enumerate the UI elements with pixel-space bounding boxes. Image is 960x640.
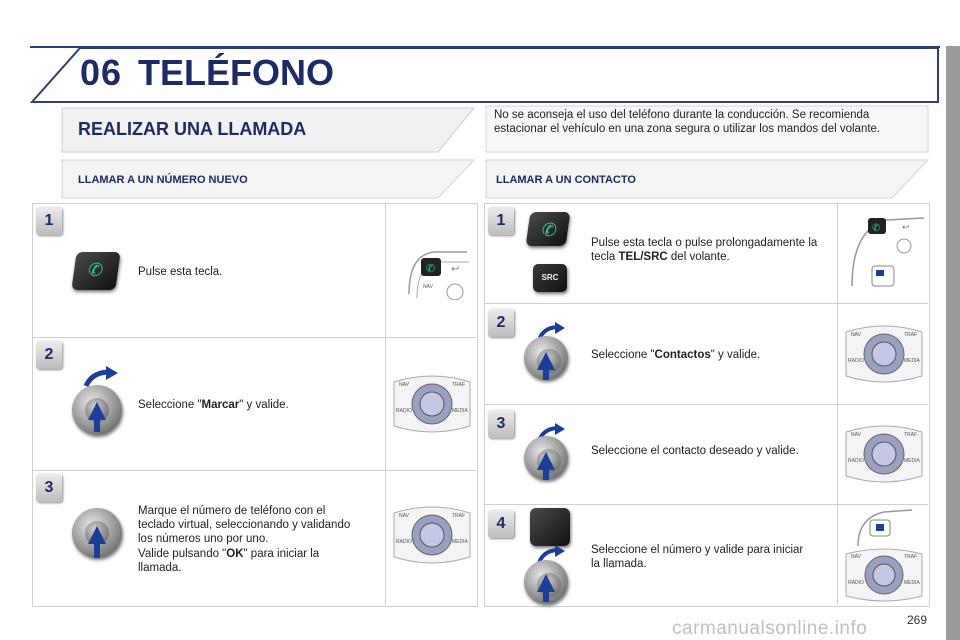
- step-number-badge: 1: [488, 207, 514, 235]
- watermark: carmanualsonline.info: [672, 618, 868, 639]
- svg-text:↩: ↩: [902, 222, 910, 232]
- tel-src-label: TEL/SRC: [618, 251, 668, 263]
- step-number-badge: 2: [488, 309, 514, 337]
- svg-text:TRAF: TRAF: [904, 554, 918, 560]
- safety-note: No se aconseja el uso del teléfono durante la conducción. Se recomienda estacionar el vehículo en una zona segura o utilizar los mandos del volante.: [494, 109, 881, 135]
- row-separator: [32, 470, 476, 471]
- ok-label: OK: [226, 548, 244, 560]
- chapter-title: TELÉFONO: [138, 52, 334, 93]
- svg-text:TRAF: TRAF: [452, 513, 466, 519]
- tel-src-key-icon: SRC: [533, 264, 567, 292]
- svg-text:RADIO: RADIO: [848, 458, 864, 464]
- step-text: Seleccione "Contactos" y valide.: [591, 349, 761, 361]
- svg-text:TRAF: TRAF: [452, 382, 466, 388]
- step-text: Marque el número de teléfono con el teclado virtual, seleccionando y validando los números uno por uno.: [138, 505, 351, 545]
- phone-key-icon: ✆: [526, 212, 571, 246]
- step-number-badge: 3: [488, 410, 514, 438]
- row-separator: [32, 337, 476, 338]
- step-text-validate: Valide pulsando "OK" para iniciar la llamada.: [138, 548, 320, 574]
- column-separator: [385, 203, 386, 605]
- svg-text:✆: ✆: [426, 263, 436, 275]
- subtitle-new-number: LLAMAR A UN NÚMERO NUEVO: [78, 174, 248, 186]
- svg-text:NAV: NAV: [399, 382, 409, 388]
- svg-text:↩: ↩: [451, 264, 460, 275]
- control-console-icon: [392, 372, 472, 436]
- control-console-icon: [844, 422, 924, 486]
- push-arrow-icon: [88, 402, 106, 420]
- svg-text:RADIO: RADIO: [396, 539, 412, 545]
- menu-option-marcar: Marcar: [201, 399, 240, 411]
- step-number-badge: 2: [36, 341, 62, 369]
- section-title: REALIZAR UNA LLAMADA: [78, 119, 307, 139]
- svg-text:RADIO: RADIO: [848, 358, 864, 364]
- control-console-icon: [405, 244, 471, 300]
- svg-text:NAV: NAV: [851, 432, 861, 438]
- svg-text:NAV: NAV: [851, 554, 861, 560]
- row-separator: [484, 404, 928, 405]
- svg-text:NAV: NAV: [851, 332, 861, 338]
- svg-text:NAV: NAV: [423, 284, 433, 290]
- control-console-icon: [392, 503, 472, 567]
- svg-text:NAV: NAV: [399, 513, 409, 519]
- step-text: Pulse esta tecla.: [138, 266, 223, 278]
- push-arrow-icon: [537, 574, 555, 592]
- svg-text:MEDIA: MEDIA: [904, 580, 920, 586]
- step-number-badge: 4: [488, 510, 514, 538]
- svg-text:RADIO: RADIO: [848, 580, 864, 586]
- thumbwheel-icon: [530, 508, 570, 546]
- page-number: 269: [907, 613, 928, 627]
- svg-text:MEDIA: MEDIA: [904, 358, 920, 364]
- column-separator: [837, 203, 838, 605]
- row-separator: [484, 303, 928, 304]
- step-number-badge: 3: [36, 474, 62, 502]
- step-number-badge: 1: [36, 207, 62, 235]
- control-console-icon: [844, 322, 924, 386]
- side-tab-bar: [946, 46, 960, 640]
- control-console-icon: [844, 546, 924, 604]
- push-arrow-icon: [88, 526, 106, 544]
- svg-text:TRAF: TRAF: [904, 332, 918, 338]
- push-arrow-icon: [537, 452, 555, 470]
- menu-option-contactos: Contactos: [654, 349, 711, 361]
- step-text: Seleccione "Marcar" y valide.: [138, 399, 289, 411]
- svg-text:✆: ✆: [872, 223, 881, 234]
- svg-text:MEDIA: MEDIA: [904, 458, 920, 464]
- chapter-number: 06: [80, 52, 123, 93]
- step-text: Seleccione el contacto deseado y valide.: [591, 445, 799, 457]
- svg-text:TRAF: TRAF: [904, 432, 918, 438]
- push-arrow-icon: [537, 352, 555, 370]
- steering-wheel-controls-icon: [846, 210, 926, 300]
- steering-wheel-controls-icon: [854, 508, 914, 548]
- subtitle-contact: LLAMAR A UN CONTACTO: [496, 174, 636, 186]
- svg-text:RADIO: RADIO: [396, 408, 412, 414]
- step-text: Pulse esta tecla o pulse prolongadamente la tecla TEL/SRC del volante.: [591, 237, 818, 263]
- phone-key-icon: ✆: [71, 252, 120, 290]
- svg-text:MEDIA: MEDIA: [452, 539, 468, 545]
- svg-text:MEDIA: MEDIA: [452, 408, 468, 414]
- row-separator: [484, 504, 928, 505]
- step-text: Seleccione el número y valide para iniciar la llamada.: [591, 544, 804, 570]
